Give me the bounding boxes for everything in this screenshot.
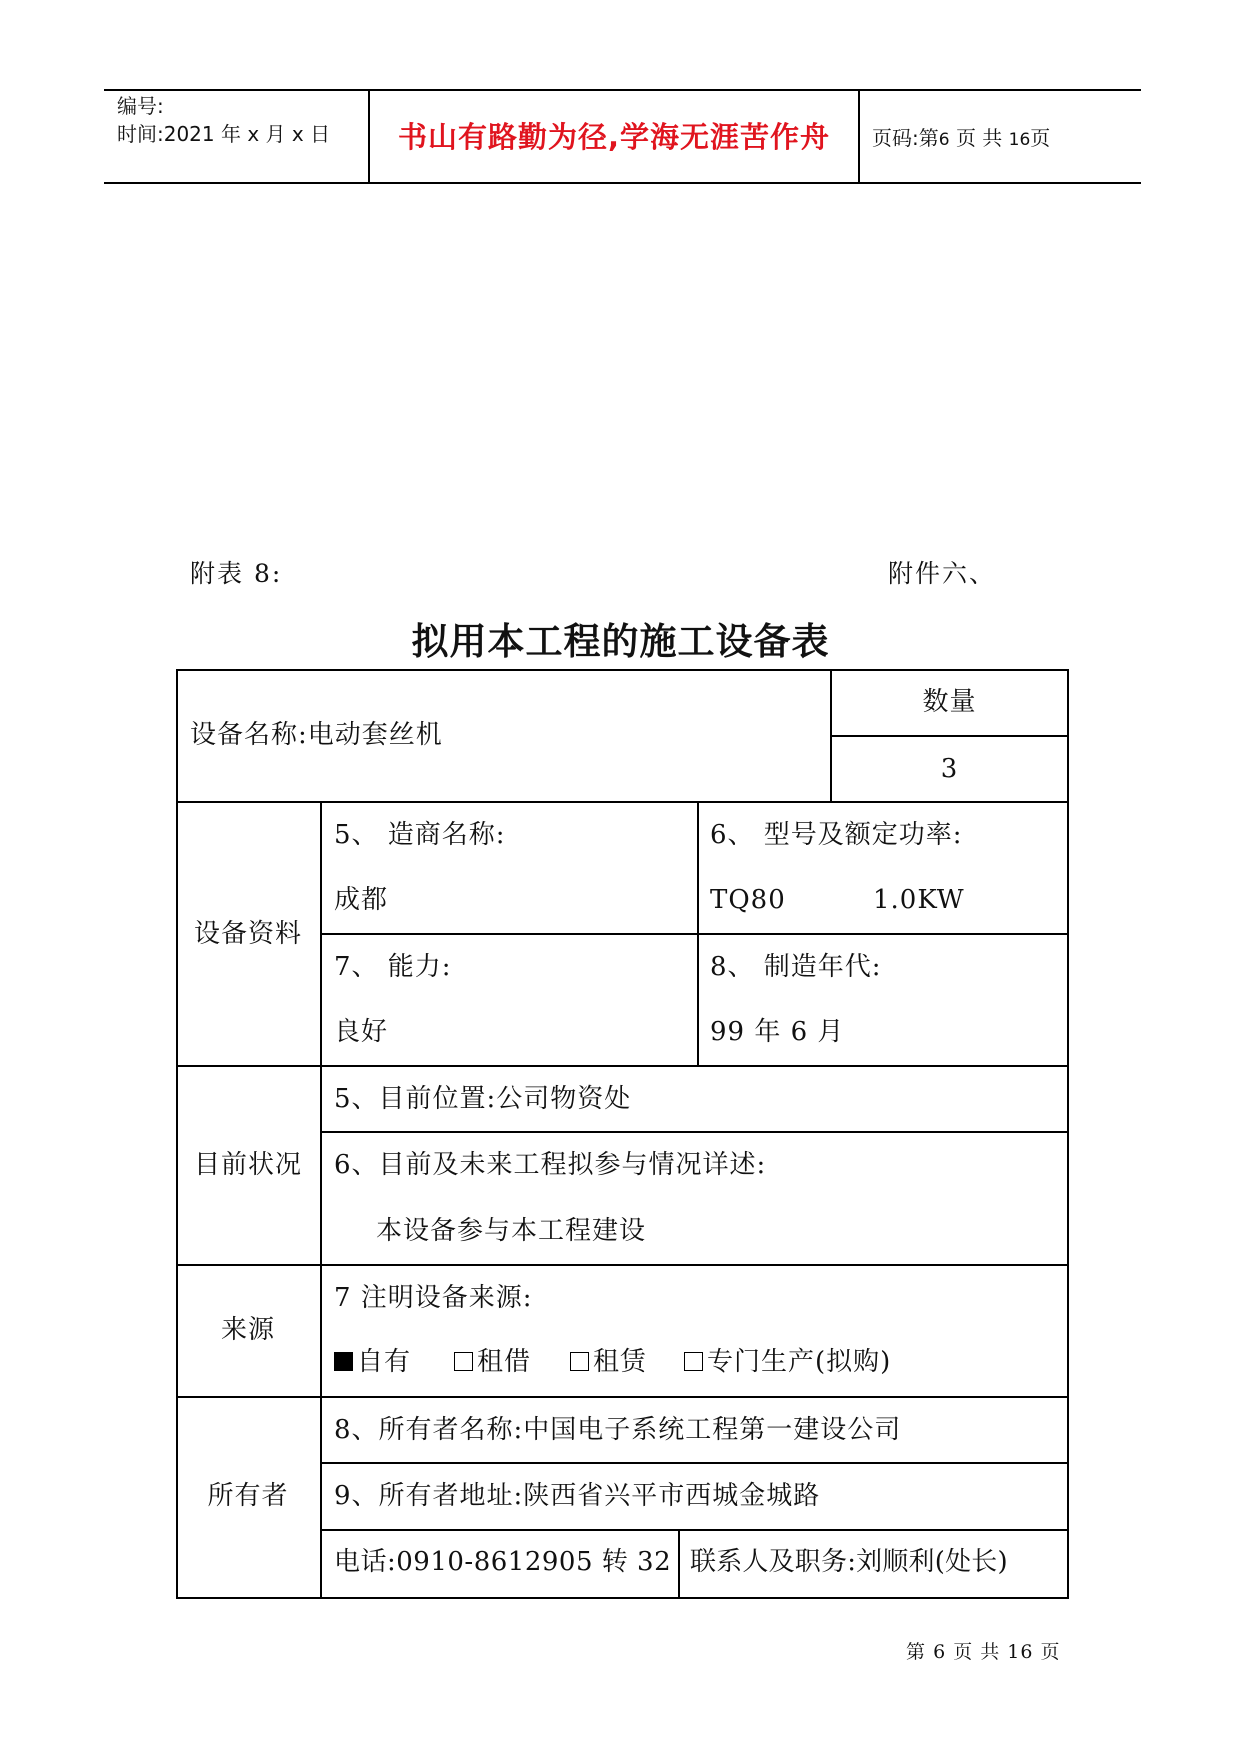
capacity-value: 良好 [334,1017,389,1047]
header-page-prefix: 页码:第 [872,126,939,150]
year-label: 8、 制造年代: [710,952,882,982]
footer-page-total: 16 [1007,1641,1034,1663]
source-option-own [334,1347,411,1377]
source-option-custom-box [684,1352,703,1371]
table-border-right [1067,669,1069,1599]
header-bottom-rule [104,182,1141,184]
source-option-borrow-label: 租借 [477,1347,532,1377]
participation-value: 本设备参与本工程建设 [376,1216,647,1246]
source-option-borrow [454,1347,531,1377]
source-title: 7 注明设备来源: [334,1283,533,1313]
info-middle-rule [697,801,699,1066]
footer-page-indicator [906,1637,1061,1664]
source-option-own-label: 自有 [357,1347,412,1377]
model-label: 6、 型号及额定功率: [710,820,963,850]
header-time-label: 时间:2021 年 x 月 x 日 [117,122,331,146]
table-border-left [176,669,178,1599]
row-rule [321,1529,1069,1531]
qty-divider [831,735,1069,737]
header-number-label: 编号: [117,94,164,118]
row-rule [176,1065,1069,1067]
row-rule [321,933,1069,935]
participation-label: 6、目前及未来工程拟参与情况详述: [334,1150,767,1180]
table-border-top [176,669,1069,671]
row-rule [321,1131,1069,1133]
contact-middle-rule [678,1529,680,1599]
row-rule [321,1462,1069,1464]
status-label: 目前状况 [193,1150,302,1180]
footer-mid: 页 共 [953,1641,1001,1663]
footer-prefix: 第 [906,1641,927,1663]
table-border-bottom [176,1597,1069,1599]
equipment-table [176,669,1069,1599]
row-rule [176,801,1069,803]
equipment-name: 设备名称:电动套丝机 [190,720,443,750]
owner-contact: 联系人及职务:刘顺利(处长) [690,1547,1008,1577]
qty-value: 3 [940,754,959,784]
owner-name: 8、所有者名称:中国电子系统工程第一建设公司 [334,1415,902,1445]
power-value: 1.0KW [873,885,965,915]
header-page-indicator [872,122,1050,151]
header-divider-right [858,89,860,184]
appendix-label: 附表 8: [190,559,283,588]
source-option-lease [570,1347,647,1377]
header-page-suffix: 页 [1030,126,1051,150]
source-option-own-box [334,1352,353,1371]
source-option-lease-box [570,1352,589,1371]
footer-suffix: 页 [1040,1641,1061,1663]
header-page-total: 16 [1008,130,1031,150]
source-option-custom [684,1347,891,1377]
capacity-label: 7、 能力: [334,952,452,982]
info-label: 设备资料 [193,919,302,949]
year-value: 99 年 6 月 [710,1017,845,1047]
manufacturer-value: 成都 [334,885,389,915]
current-location: 5、目前位置:公司物资处 [334,1084,632,1114]
footer-page-number: 6 [933,1641,947,1663]
row-rule [176,1396,1069,1398]
manufacturer-label: 5、 造商名称: [334,820,506,850]
header-page-number: 6 [938,130,950,150]
qty-label: 数量 [922,687,977,717]
source-label: 来源 [220,1315,275,1345]
header-meta [117,92,330,148]
owner-address: 9、所有者地址:陕西省兴平市西城金城路 [334,1481,821,1511]
source-option-custom-label: 专门生产(拟购) [707,1347,892,1377]
source-option-lease-label: 租赁 [593,1347,648,1377]
model-value: TQ80 [710,885,786,915]
header-motto: 书山有路勤为径,学海无涯苦作舟 [397,120,831,154]
owner-label: 所有者 [207,1481,289,1511]
row-rule [176,1264,1069,1266]
source-option-borrow-box [454,1352,473,1371]
page-title: 拟用本工程的施工设备表 [411,620,830,663]
owner-phone: 电话:0910-8612905 转 32 [334,1547,672,1577]
attachment-label: 附件六、 [888,559,997,588]
label-column-rule [320,801,322,1599]
header-page-mid: 页 共 [955,126,1003,150]
